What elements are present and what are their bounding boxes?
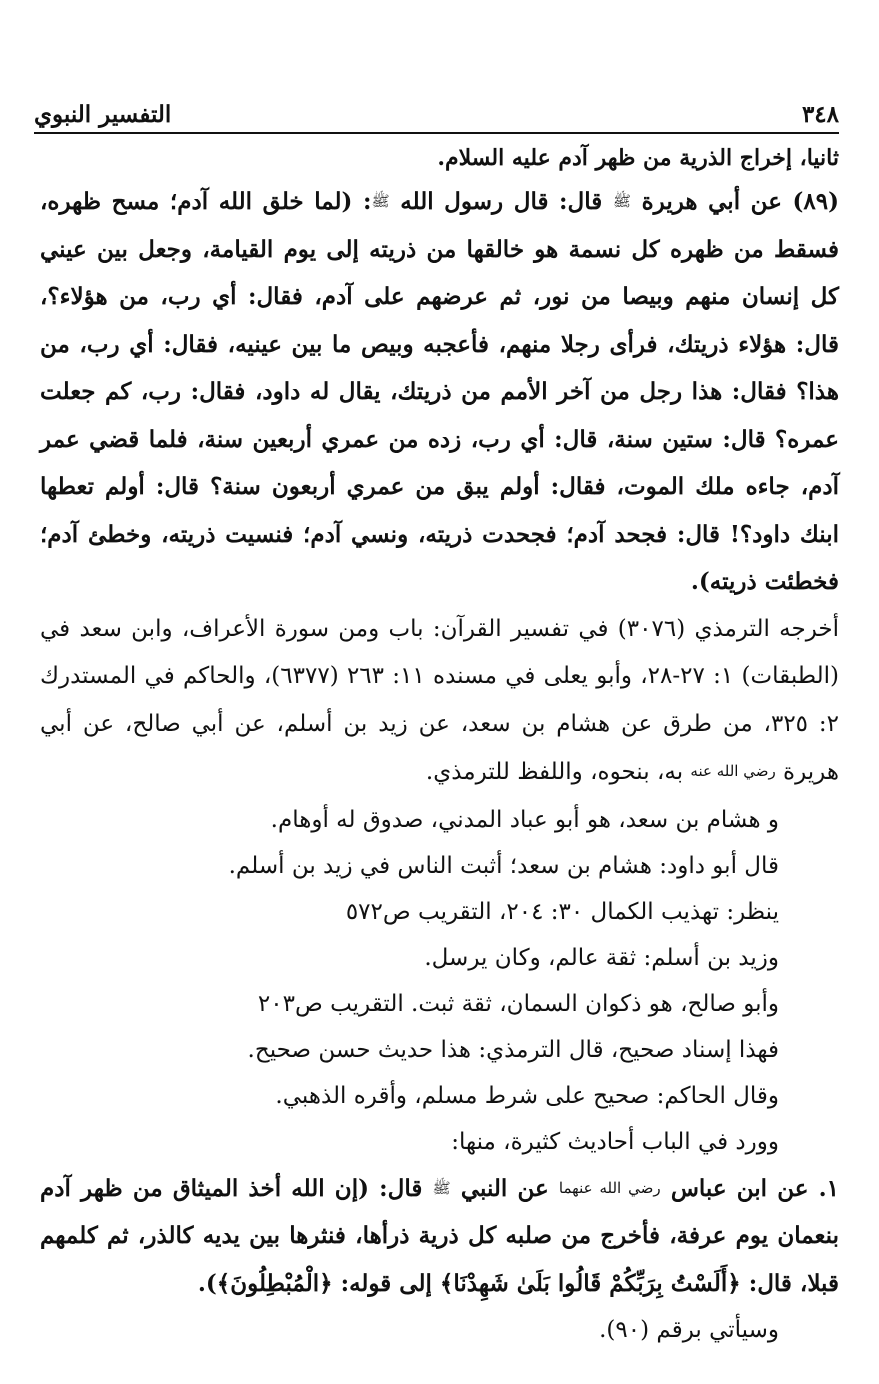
takhrij-text: أخرجه الترمذي (٣٠٧٦) في تفسير القرآن: باب ومن سورة الأعراف، وابن سعد في (الطبقات) ١: ٢٧-٢٨، وأبو يعلى في مسنده ١١: ٢٦٣ (٦٣٧٧)، والحاكم في المستدرك ٢: ٣٢٥، من طرق عن هشام بن سعد، عن زيد بن أسلم، عن أبي صالح، عن أبي هريرة: [40, 615, 840, 785]
note-line: وقال الحاكم: صحيح على شرط مسلم، وأقره الذهبي.: [275, 1082, 779, 1109]
note-line: وزيد بن أسلم: ثقة عالم، وكان يرسل.: [424, 944, 779, 971]
note-line: وأبو صالح، هو ذكوان السمان، ثقة ثبت. التقريب ص٢٠٣: [257, 990, 779, 1017]
takhrij-paragraph: [40, 606, 839, 797]
note-line: فهذا إسناد صحيح، قال الترمذي: هذا حديث حسن صحيح.: [247, 1036, 779, 1063]
note-line: ينظر: تهذيب الكمال ٣٠: ٢٠٤، التقريب ص٥٧٢: [345, 898, 779, 925]
note-line: وورد في الباب أحاديث كثيرة، منها:: [451, 1128, 779, 1155]
hadith-89-text: : (لما خلق الله آدم؛ مسح ظهره، فسقط من ظهره كل نسمة هو خالقها من ذريته إلى يوم القيامة، وجعل بين عيني كل إنسان منهم وبيصا من نور، ثم عرضهم على آدم، فقال: أي رب، من هؤلاء؟، قال: هؤلاء ذريتك، فرأى رجلا منهم، فأعجبه وبيص ما بين عينيه، فقال: أي رب، من هذا؟ فقال: هذا رجل من آخر الأمم من ذريتك، يقال له داود، فقال: رب، كم جعلت عمره؟ قال: ستين سنة، قال: أي رب، زده من عمري أربعين سنة، فلما قضي عمر آدم، جاءه ملك الموت، فقال: أولم يبق من عمري أربعون سنة؟ قال: أولم تعطها ابنك داود؟! قال: فجحد آدم؛ فجحدت ذريته، ونسي آدم؛ فنسيت ذريته، وخطئ آدم؛ فخطئت ذريته).: [40, 188, 839, 595]
final-line: وسيأتي برقم (٩٠).: [599, 1317, 779, 1343]
hadith-89-said: قال: قال رسول الله: [400, 188, 603, 215]
note-line: قال أبو داود: هشام بن سعد؛ أثبت الناس في زيد بن أسلم.: [228, 852, 779, 879]
takhrij-text-end: به، بنحوه، واللفظ للترمذي.: [425, 759, 684, 785]
honorific-icon: ﷺ: [432, 1178, 451, 1197]
hadith-list-1-text: قال: (إن الله أخذ الميثاق من ظهر آدم بنعمان يوم عرفة، فأخرج من صلبه كل ذرية ذرأها، فنثرها بين يديه كالذر، ثم كلمهم قبلا، قال: ﴿أَلَسْتُ بِرَبِّكُمْ قَالُوا بَلَىٰ شَهِدْنَا﴾ إلى قوله: ﴿الْمُبْطِلُونَ﴾).: [40, 1174, 839, 1297]
honorific-icon: رضي الله عنهما: [558, 1178, 661, 1197]
hadith-list-item-1: [40, 1165, 839, 1308]
hadith-89: [40, 178, 839, 606]
honorific-icon: ﷺ: [612, 192, 631, 210]
running-title: التفسير النبوي: [34, 101, 172, 128]
section-heading: ثانيا، إخراج الذرية من ظهر آدم عليه السلام.: [437, 145, 839, 171]
page-body: [40, 138, 839, 1353]
hadith-list-1-intro: ١. عن ابن عباس: [670, 1174, 840, 1202]
hadith-89-intro: (٨٩) عن أبي هريرة: [641, 188, 839, 215]
honorific-icon: رضي الله عنه: [690, 762, 776, 780]
page-number: ٣٤٨: [801, 101, 839, 128]
hadith-list-1-mid: عن النبي: [460, 1174, 549, 1202]
page-header: [34, 92, 839, 134]
note-line: و هشام بن سعد، هو أبو عباد المدني، صدوق له أوهام.: [270, 806, 779, 833]
honorific-icon: ﷺ: [371, 192, 390, 210]
